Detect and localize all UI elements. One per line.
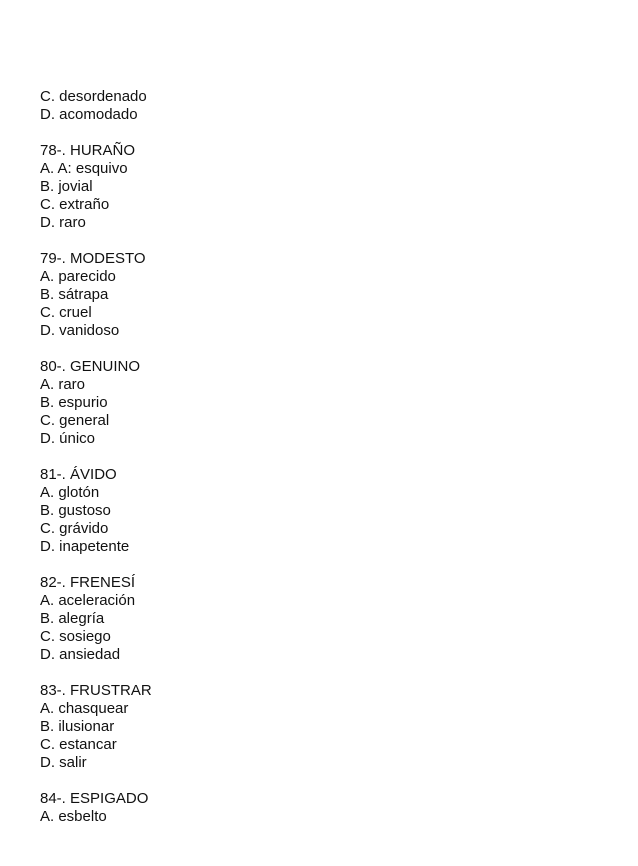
option-line: C. cruel xyxy=(40,304,92,321)
option-line: A. A: esquivo xyxy=(40,160,128,177)
option-line: B. gustoso xyxy=(40,502,111,519)
option-line: A. raro xyxy=(40,376,86,393)
question-title: 78-. HURAÑO xyxy=(40,142,136,159)
option-line: B. espurio xyxy=(40,394,108,411)
option-line: D. raro xyxy=(40,214,86,231)
option-line: D. vanidoso xyxy=(40,322,120,339)
option-line: D. acomodado xyxy=(40,106,138,123)
option-line: C. general xyxy=(40,412,110,429)
option-line: D. ansiedad xyxy=(40,646,121,663)
option-line: A. chasquear xyxy=(40,700,129,717)
option-line: B. sátrapa xyxy=(40,286,109,303)
option-line: A. parecido xyxy=(40,268,116,285)
option-line: A. esbelto xyxy=(40,808,107,825)
document-page xyxy=(40,88,600,826)
question-79 xyxy=(40,250,600,340)
option-line: C. grávido xyxy=(40,520,109,537)
question-84 xyxy=(40,790,600,826)
continuation-block xyxy=(40,88,600,124)
option-line: A. glotón xyxy=(40,484,100,501)
question-title: 79-. MODESTO xyxy=(40,250,146,267)
option-line: D. salir xyxy=(40,754,87,771)
question-title: 83-. FRUSTRAR xyxy=(40,682,152,699)
option-line: C. sosiego xyxy=(40,628,111,645)
question-81 xyxy=(40,466,600,556)
option-line: B. jovial xyxy=(40,178,93,195)
question-title: 82-. FRENESÍ xyxy=(40,574,136,591)
option-line: C. estancar xyxy=(40,736,117,753)
option-line: C. extraño xyxy=(40,196,110,213)
question-title: 84-. ESPIGADO xyxy=(40,790,149,807)
option-line: A. aceleración xyxy=(40,592,136,609)
question-title: 80-. GENUINO xyxy=(40,358,141,375)
question-82 xyxy=(40,574,600,664)
option-line: B. ilusionar xyxy=(40,718,115,735)
question-78 xyxy=(40,142,600,232)
question-80 xyxy=(40,358,600,448)
option-line: D. único xyxy=(40,430,96,447)
question-83 xyxy=(40,682,600,772)
option-line: D. inapetente xyxy=(40,538,130,555)
option-line: C. desordenado xyxy=(40,88,147,105)
question-title: 81-. ÁVIDO xyxy=(40,466,117,483)
option-line: B. alegría xyxy=(40,610,105,627)
